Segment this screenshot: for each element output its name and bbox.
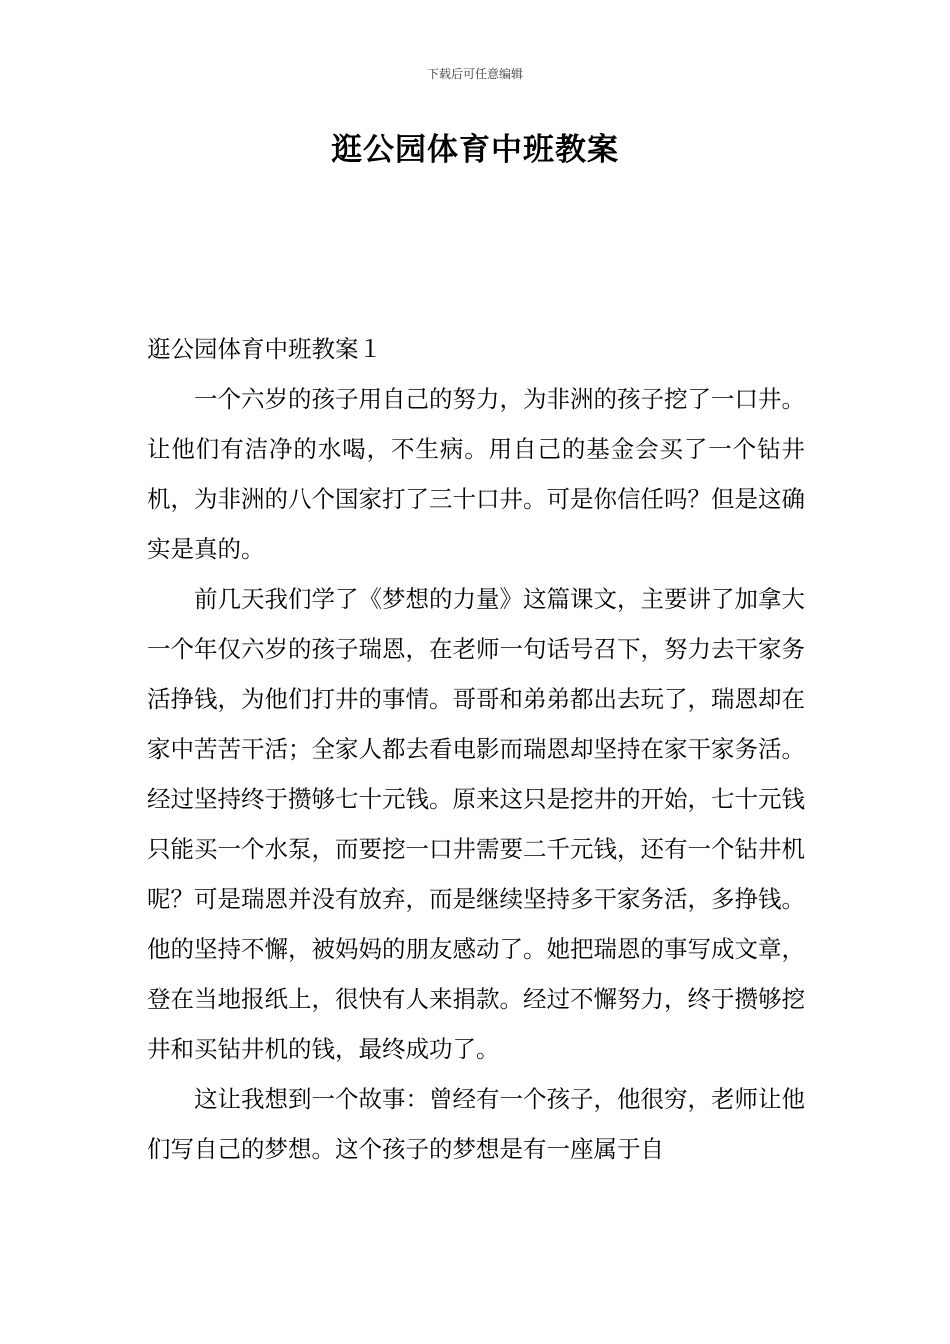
section-heading: 逛公园体育中班教案１	[147, 335, 382, 363]
document-title: 逛公园体育中班教案	[331, 132, 619, 168]
paragraph-1: 一个六岁的孩子用自己的努力，为非洲的孩子挖了一口井。让他们有洁净的水喝，不生病。用自己的基金会买了一个钻井机，为非洲的八个国家打了三十口井。可是你信任吗？但是这确实是真的。	[147, 385, 805, 563]
paragraph-2: 前几天我们学了《梦想的力量》这篇课文，主要讲了加拿大一个年仅六岁的孩子瑞恩，在老师一句话号召下，努力去干家务活挣钱，为他们打井的事情。哥哥和弟弟都出去玩了，瑞恩却在家中苦苦干活；全家人都去看电影而瑞恩却坚持在家干家务活。经过坚持终于攒够七十元钱。原来这只是挖井的开始，七十元钱只能买一个水泵，而要挖一口井需要二千元钱，还有一个钻井机呢？可是瑞恩并没有放弃，而是继续坚持多干家务活，多挣钱。他的坚持不懈，被妈妈的朋友感动了。她把瑞恩的事写成文章，登在当地报纸上，很快有人来捐款。经过不懈努力，终于攒够挖井和买钻井机的钱，最终成功了。	[147, 585, 805, 1063]
header-note: 下载后可任意编辑	[426, 67, 523, 81]
paragraph-3: 这让我想到一个故事：曾经有一个孩子，他很穷，老师让他们写自己的梦想。这个孩子的梦想是有一座属于自	[147, 1085, 805, 1163]
document-body	[147, 324, 805, 1174]
